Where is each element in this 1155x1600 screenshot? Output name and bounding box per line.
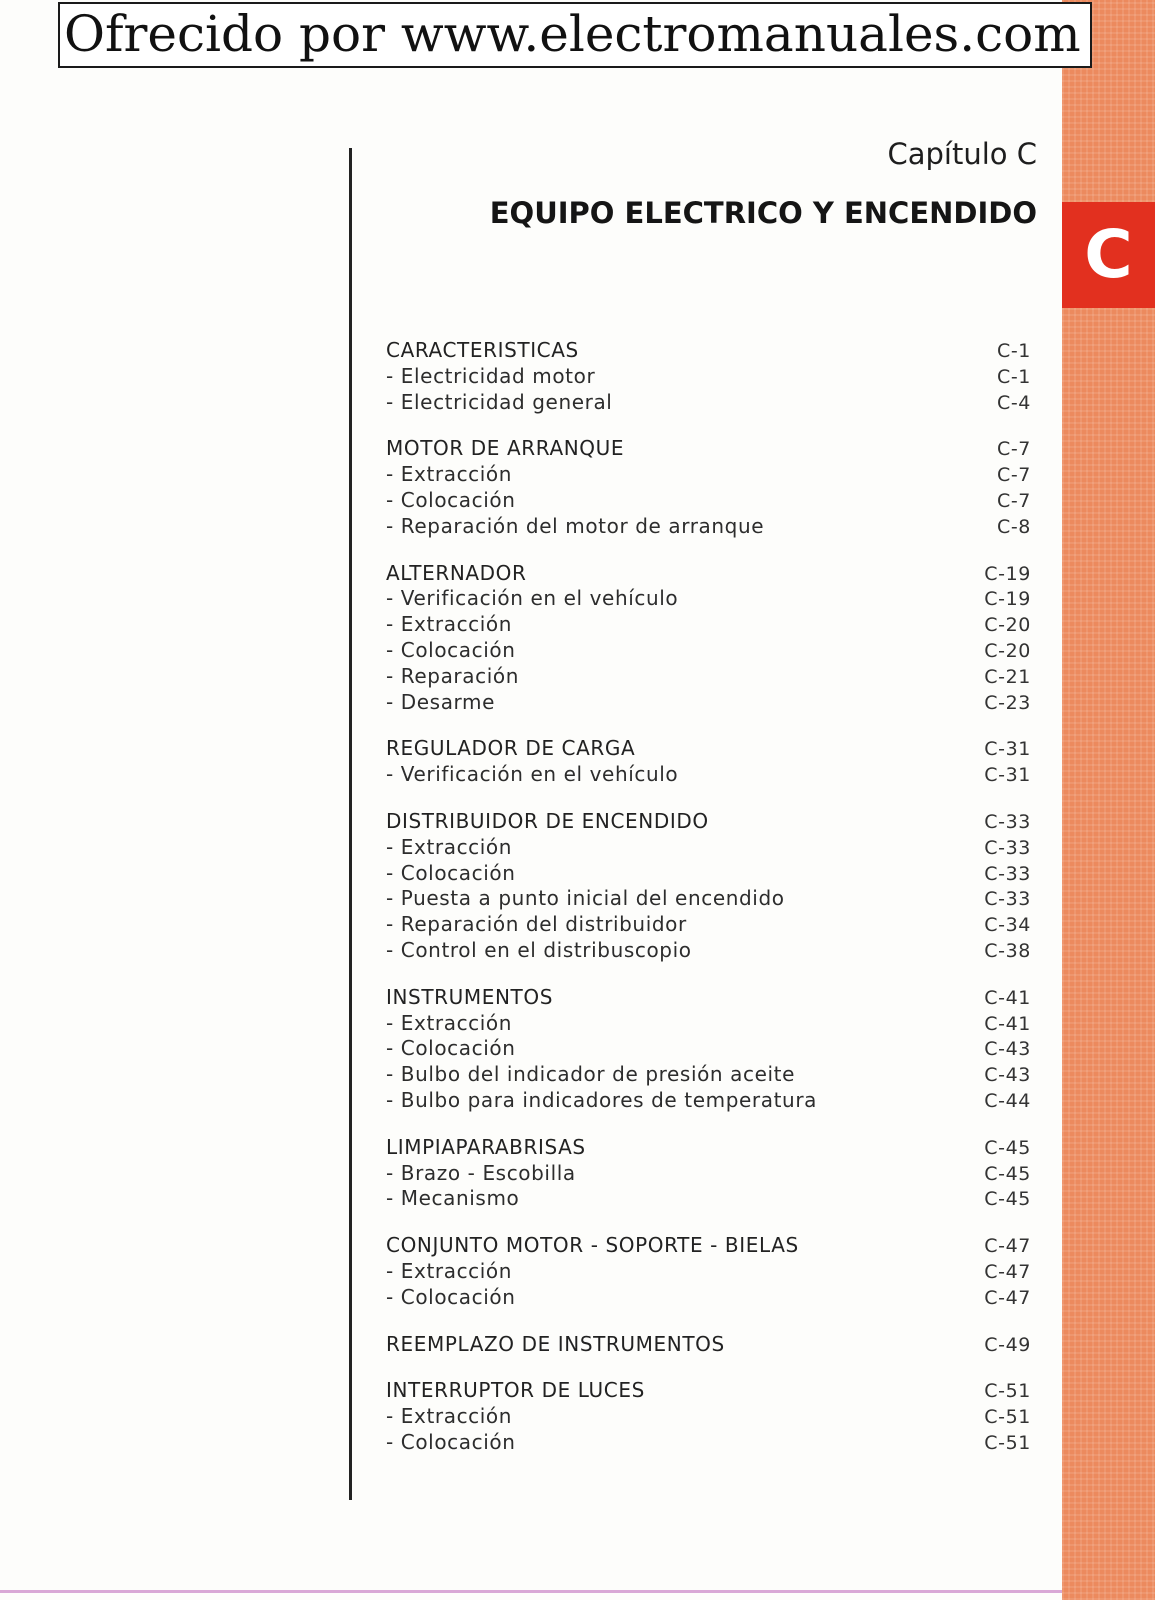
toc-entry [386,1259,1031,1285]
toc-entry-label: - Desarme [386,689,496,714]
toc-page-number: C-51 [984,1380,1031,1403]
toc-entry [386,1430,1031,1456]
toc-entry-label: - Reparación del distribuidor [386,912,687,937]
toc-section [386,1332,1031,1358]
toc-section-heading [386,436,1031,462]
toc-entry-label: - Reparación [386,663,519,688]
toc-entry-label: - Extracción [386,834,513,859]
toc-heading-label: DISTRIBUIDOR DE ENCENDIDO [386,808,709,833]
toc-entry [386,612,1031,638]
toc-entry-label: - Colocación [386,487,516,512]
toc-entry-label: - Electricidad motor [386,363,596,388]
toc-entry-label: - Colocación [386,1036,516,1061]
toc-section [386,436,1031,539]
toc-section-heading [386,736,1031,762]
toc-page-number: C-45 [984,1136,1031,1159]
toc-heading-label: INTERRUPTOR DE LUCES [386,1378,645,1403]
toc-entry [386,1088,1031,1114]
toc-section-heading [386,985,1031,1011]
toc-heading-label: REGULADOR DE CARGA [386,736,636,761]
toc-entry [386,638,1031,664]
toc-entry [386,1036,1031,1062]
toc-page-number: C-20 [984,614,1031,637]
toc-entry-label: - Mecanismo [386,1186,520,1211]
toc-section-heading [386,1378,1031,1404]
toc-page-number: C-31 [984,764,1031,787]
toc-section-heading [386,1233,1031,1259]
toc-section [386,985,1031,1114]
toc-section [386,1135,1031,1212]
toc-entry [386,1062,1031,1088]
toc-page-number: C-1 [996,340,1031,362]
toc-entry [386,390,1031,416]
toc-entry [386,364,1031,390]
toc-section-heading [386,1332,1031,1358]
toc-entry-label: - Control en el distribuscopio [386,937,692,962]
toc-entry-label: - Verificación en el vehículo [386,762,679,787]
toc-entry [386,1011,1031,1037]
toc-entry [386,861,1031,887]
toc-heading-label: MOTOR DE ARRANQUE [386,436,625,461]
toc-entry-label: - Reparación del motor de arranque [386,513,765,538]
chapter-label: Capítulo C [887,137,1037,171]
toc-page-number: C-47 [984,1235,1031,1258]
toc-page-number: C-7 [996,464,1031,487]
toc-heading-label: CONJUNTO MOTOR - SOPORTE - BIELAS [386,1233,799,1258]
toc-section-heading [386,561,1031,587]
toc-heading-label: CARACTERISTICAS [386,338,579,362]
toc-entry-label: - Extracción [386,612,513,637]
toc-entry-label: - Puesta a punto inicial del encendido [386,886,785,911]
bottom-border [0,1590,1062,1593]
toc-entry [386,586,1031,612]
toc-page-number: C-21 [984,665,1031,688]
toc-entry [386,690,1031,716]
toc-page-number: C-51 [984,1431,1031,1454]
toc-entry [386,488,1031,514]
toc-page-number: C-1 [996,365,1031,388]
chapter-title: EQUIPO ELECTRICO Y ENCENDIDO [489,196,1037,230]
toc-entry [386,912,1031,938]
toc-section-heading [386,809,1031,835]
toc-entry-label: - Electricidad general [386,389,613,414]
toc-page-number: C-51 [984,1406,1031,1429]
toc-section [386,1233,1031,1310]
toc-page-number: C-43 [984,1064,1031,1087]
toc-page-number: C-34 [984,914,1031,937]
toc-entry-label: - Colocación [386,860,516,885]
toc-page-number: C-41 [984,986,1031,1009]
toc-entry-label: - Extracción [386,1258,513,1283]
toc-entry [386,938,1031,964]
toc-entry [386,762,1031,788]
toc-entry-label: - Colocación [386,637,516,662]
toc-page-number: C-43 [984,1038,1031,1061]
toc-page-number: C-47 [984,1286,1031,1309]
toc-section [386,1378,1031,1455]
toc-entry [386,1404,1031,1430]
toc-section [386,736,1031,788]
toc-entry [386,1186,1031,1212]
toc-section [386,338,1031,415]
toc-heading-label: INSTRUMENTOS [386,984,554,1009]
toc-entry-label: - Colocación [386,1284,516,1309]
toc-section-heading [386,1135,1031,1161]
toc-page-number: C-19 [984,562,1031,585]
toc-entry [386,514,1031,540]
toc-entry-label: - Extracción [386,462,513,487]
toc-entry-label: - Bulbo para indicadores de temperatura [386,1087,817,1112]
toc-entry [386,1161,1031,1187]
toc-section [386,561,1031,716]
toc-entry [386,835,1031,861]
toc-entry-label: - Verificación en el vehículo [386,586,679,611]
toc-page-number: C-4 [996,391,1031,414]
margin-rule [349,148,352,1500]
toc-page-number: C-33 [984,810,1031,833]
toc-page-number: C-33 [984,836,1031,859]
toc-page-number: C-19 [984,588,1031,611]
toc-section-heading [386,338,1031,364]
toc-page-number: C-20 [984,639,1031,662]
table-of-contents [386,338,1031,1477]
toc-page-number: C-31 [984,738,1031,761]
toc-page-number: C-38 [984,939,1031,962]
toc-page-number: C-47 [984,1260,1031,1283]
toc-page-number: C-33 [984,862,1031,885]
toc-entry-label: - Extracción [386,1010,513,1035]
toc-page-number: C-7 [996,489,1031,512]
chapter-tab [1062,202,1155,308]
chapter-tab-letter: C [1084,216,1133,293]
toc-page-number: C-41 [984,1012,1031,1035]
toc-entry [386,886,1031,912]
toc-page-number: C-33 [984,888,1031,911]
source-banner [58,2,1092,68]
toc-page-number: C-45 [984,1188,1031,1211]
toc-page-number: C-49 [984,1333,1031,1356]
toc-page-number: C-45 [984,1162,1031,1185]
toc-heading-label: ALTERNADOR [386,560,527,585]
toc-entry-label: - Bulbo del indicador de presión aceite [386,1062,796,1087]
toc-page-number: C-7 [996,438,1031,461]
toc-page-number: C-8 [996,515,1031,538]
toc-entry [386,462,1031,488]
toc-page-number: C-44 [984,1089,1031,1112]
toc-entry-label: - Colocación [386,1429,516,1454]
toc-page-number: C-23 [984,691,1031,714]
toc-section [386,809,1031,964]
toc-heading-label: REEMPLAZO DE INSTRUMENTOS [386,1331,725,1356]
toc-entry-label: - Extracción [386,1404,513,1429]
source-banner-text: Ofrecido por www.electromanuales.com [64,5,1081,63]
toc-entry [386,1285,1031,1311]
toc-entry [386,664,1031,690]
toc-entry-label: - Brazo - Escobilla [386,1160,576,1185]
toc-heading-label: LIMPIAPARABRISAS [386,1134,586,1159]
